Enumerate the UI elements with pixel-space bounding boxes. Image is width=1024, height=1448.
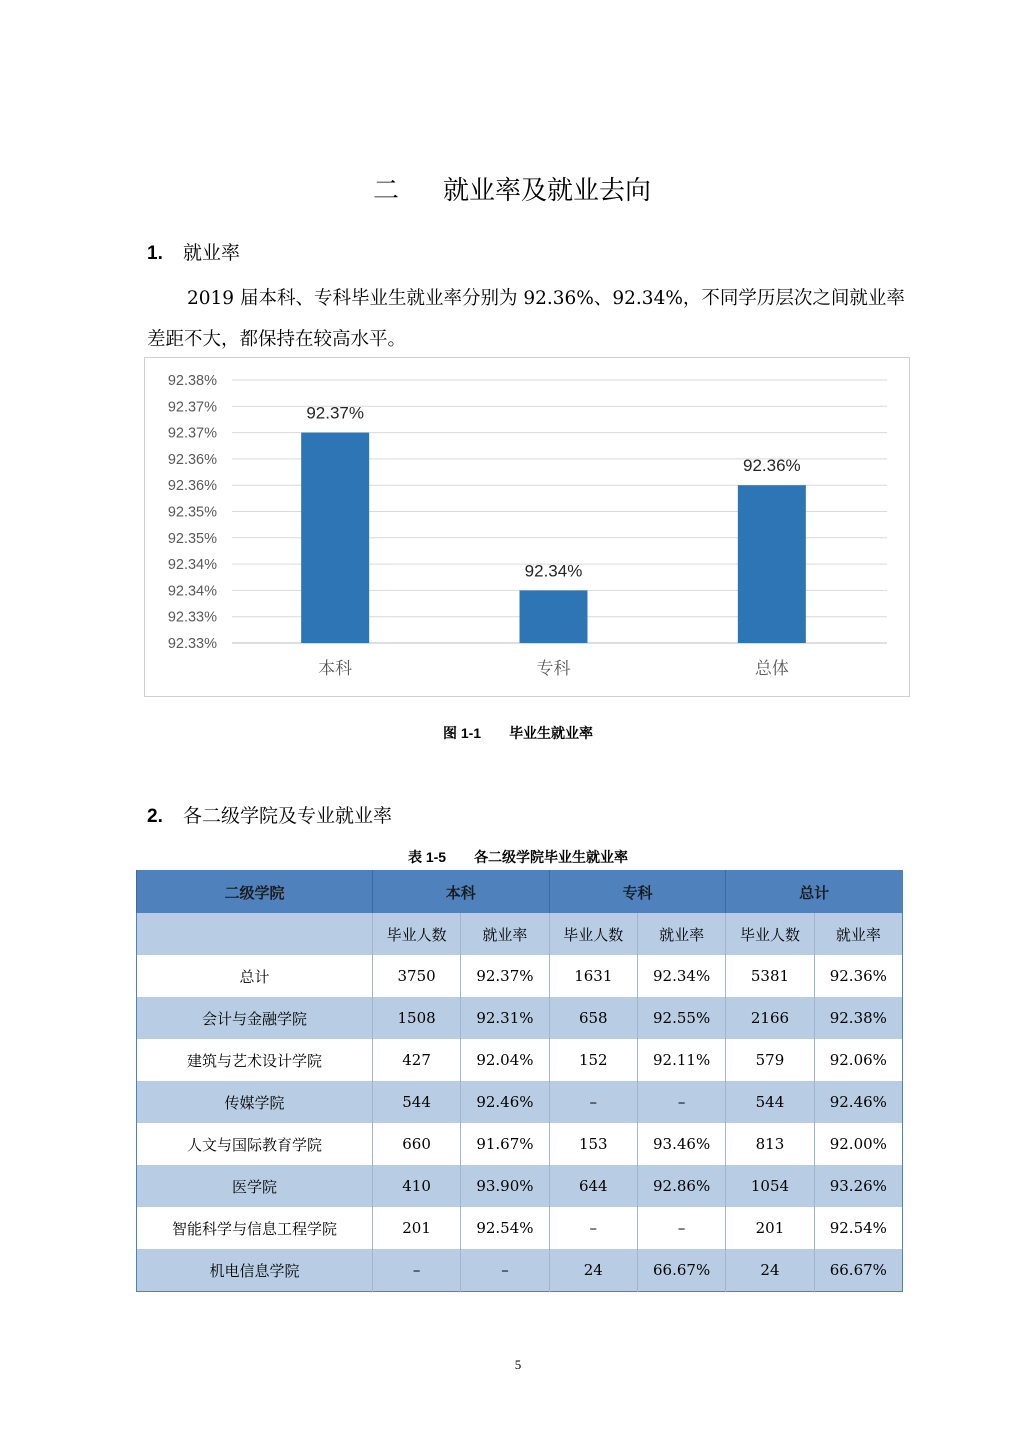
table-header-cell: 本科 xyxy=(372,871,549,914)
section-number: 1. xyxy=(147,243,163,264)
y-tick-label: 92.33% xyxy=(167,609,217,626)
table-cell: 544 xyxy=(726,1081,814,1123)
college-name-cell: 总计 xyxy=(137,955,373,997)
page-number: 5 xyxy=(514,1357,522,1372)
table-cell: 5381 xyxy=(726,955,814,997)
table-cell: – xyxy=(637,1207,725,1249)
table-header-cell: 二级学院 xyxy=(137,871,373,914)
table-cell: 92.38% xyxy=(814,997,902,1039)
figure-label: 图 1-1 xyxy=(442,725,482,741)
bar-1 xyxy=(520,590,588,643)
table-cell: 1508 xyxy=(372,997,460,1039)
table-cell: 92.00% xyxy=(814,1123,902,1165)
table-cell: 93.26% xyxy=(814,1165,902,1207)
table-cell: 579 xyxy=(726,1039,814,1081)
employment-rate-table xyxy=(136,870,903,1292)
table-cell: 2166 xyxy=(726,997,814,1039)
table-row xyxy=(137,1039,903,1081)
table-cell: 92.34% xyxy=(637,955,725,997)
y-tick-label: 92.34% xyxy=(167,583,217,600)
table-cell: 91.67% xyxy=(461,1123,549,1165)
table-caption-text: 各二级学院毕业生就业率 xyxy=(474,850,629,866)
section-title: 各二级学院及专业就业率 xyxy=(183,805,393,827)
table-cell: 92.46% xyxy=(461,1081,549,1123)
table-caption xyxy=(0,847,1024,867)
table-body xyxy=(137,871,903,1292)
table-cell: – xyxy=(549,1207,637,1249)
bar-0 xyxy=(301,433,369,643)
table-label: 表 1-5 xyxy=(407,849,447,865)
table-subheader-cell: 毕业人数 xyxy=(726,913,814,955)
body-paragraph: 2019 届本科、专科毕业生就业率分别为 92.36%、92.34%，不同学历层次之间就业率差距不大，都保持在较高水平。 xyxy=(147,288,905,350)
table-cell: – xyxy=(461,1249,549,1292)
section-heading-1 xyxy=(147,238,240,265)
section-title: 就业率 xyxy=(183,242,241,264)
y-tick-label: 92.33% xyxy=(167,636,217,652)
table-cell: 201 xyxy=(372,1207,460,1249)
table-subheader-cell: 就业率 xyxy=(814,913,902,955)
data-label: 92.37% xyxy=(306,403,365,423)
y-tick-label: 92.36% xyxy=(167,478,217,495)
table-cell: 427 xyxy=(372,1039,460,1081)
y-tick-label: 92.34% xyxy=(167,557,217,574)
table-cell: 92.11% xyxy=(637,1039,725,1081)
table-cell: 153 xyxy=(549,1123,637,1165)
table-row xyxy=(137,1165,903,1207)
x-category-label: 本科 xyxy=(318,659,353,679)
table-cell: 410 xyxy=(372,1165,460,1207)
chapter-title-text: 就业率及就业去向 xyxy=(443,176,652,206)
table-cell: 658 xyxy=(549,997,637,1039)
college-name-cell: 机电信息学院 xyxy=(137,1249,373,1292)
y-tick-label: 92.35% xyxy=(167,504,217,521)
figure-caption-text: 毕业生就业率 xyxy=(509,726,594,742)
table-subheader-cell xyxy=(137,913,373,955)
table-cell: 92.54% xyxy=(461,1207,549,1249)
chapter-number: 二 xyxy=(372,176,399,206)
table-cell: 92.46% xyxy=(814,1081,902,1123)
table-cell: 92.37% xyxy=(461,955,549,997)
table-row xyxy=(137,955,903,997)
bar-2 xyxy=(738,485,806,643)
table-row xyxy=(137,1249,903,1292)
table-cell: 152 xyxy=(549,1039,637,1081)
table-cell: 93.90% xyxy=(461,1165,549,1207)
figure-caption xyxy=(0,723,1024,743)
table-subheader-cell: 毕业人数 xyxy=(372,913,460,955)
bar-chart xyxy=(144,357,910,697)
college-name-cell: 建筑与艺术设计学院 xyxy=(137,1039,373,1081)
table-subheader-cell: 毕业人数 xyxy=(549,913,637,955)
table-subheader-cell: 就业率 xyxy=(637,913,725,955)
table-cell: 24 xyxy=(549,1249,637,1292)
x-category-label: 专科 xyxy=(536,659,571,679)
college-name-cell: 传媒学院 xyxy=(137,1081,373,1123)
table-cell: 1631 xyxy=(549,955,637,997)
data-label: 92.36% xyxy=(742,456,801,476)
table-cell: 644 xyxy=(549,1165,637,1207)
table-header-row xyxy=(137,871,903,914)
college-name-cell: 会计与金融学院 xyxy=(137,997,373,1039)
data-label: 92.34% xyxy=(524,561,583,581)
college-name-cell: 智能科学与信息工程学院 xyxy=(137,1207,373,1249)
table-cell: 93.46% xyxy=(637,1123,725,1165)
y-tick-label: 92.37% xyxy=(167,425,217,442)
table-cell: 92.06% xyxy=(814,1039,902,1081)
table-cell: 66.67% xyxy=(637,1249,725,1292)
table-cell: 66.67% xyxy=(814,1249,902,1292)
table-row xyxy=(137,1081,903,1123)
chart-svg xyxy=(145,358,909,696)
table-header-cell: 专科 xyxy=(549,871,726,914)
table-subheader-cell: 就业率 xyxy=(461,913,549,955)
section-number: 2. xyxy=(147,806,163,827)
table-cell: 201 xyxy=(726,1207,814,1249)
table-row xyxy=(137,1123,903,1165)
table-cell: 660 xyxy=(372,1123,460,1165)
table-cell: 92.86% xyxy=(637,1165,725,1207)
table-cell: 92.36% xyxy=(814,955,902,997)
table-cell: 92.04% xyxy=(461,1039,549,1081)
table-cell: 3750 xyxy=(372,955,460,997)
y-tick-label: 92.37% xyxy=(167,399,217,416)
table-cell: 92.31% xyxy=(461,997,549,1039)
table-cell: 1054 xyxy=(726,1165,814,1207)
y-tick-label: 92.36% xyxy=(167,451,217,468)
y-tick-label: 92.38% xyxy=(167,373,217,389)
table-cell: 92.55% xyxy=(637,997,725,1039)
table-cell: 24 xyxy=(726,1249,814,1292)
y-tick-label: 92.35% xyxy=(167,530,217,547)
table-cell: 813 xyxy=(726,1123,814,1165)
x-category-label: 总体 xyxy=(754,659,789,679)
table-cell: 544 xyxy=(372,1081,460,1123)
table-cell: – xyxy=(637,1081,725,1123)
table-cell: – xyxy=(372,1249,460,1292)
table-cell: 92.54% xyxy=(814,1207,902,1249)
table-header-cell: 总计 xyxy=(726,871,903,914)
table-cell: – xyxy=(549,1081,637,1123)
table-row xyxy=(137,997,903,1039)
college-name-cell: 人文与国际教育学院 xyxy=(137,1123,373,1165)
section-heading-2 xyxy=(147,801,392,828)
chapter-title xyxy=(0,170,1024,207)
table-row xyxy=(137,1207,903,1249)
table-subheader-row xyxy=(137,913,903,955)
college-name-cell: 医学院 xyxy=(137,1165,373,1207)
